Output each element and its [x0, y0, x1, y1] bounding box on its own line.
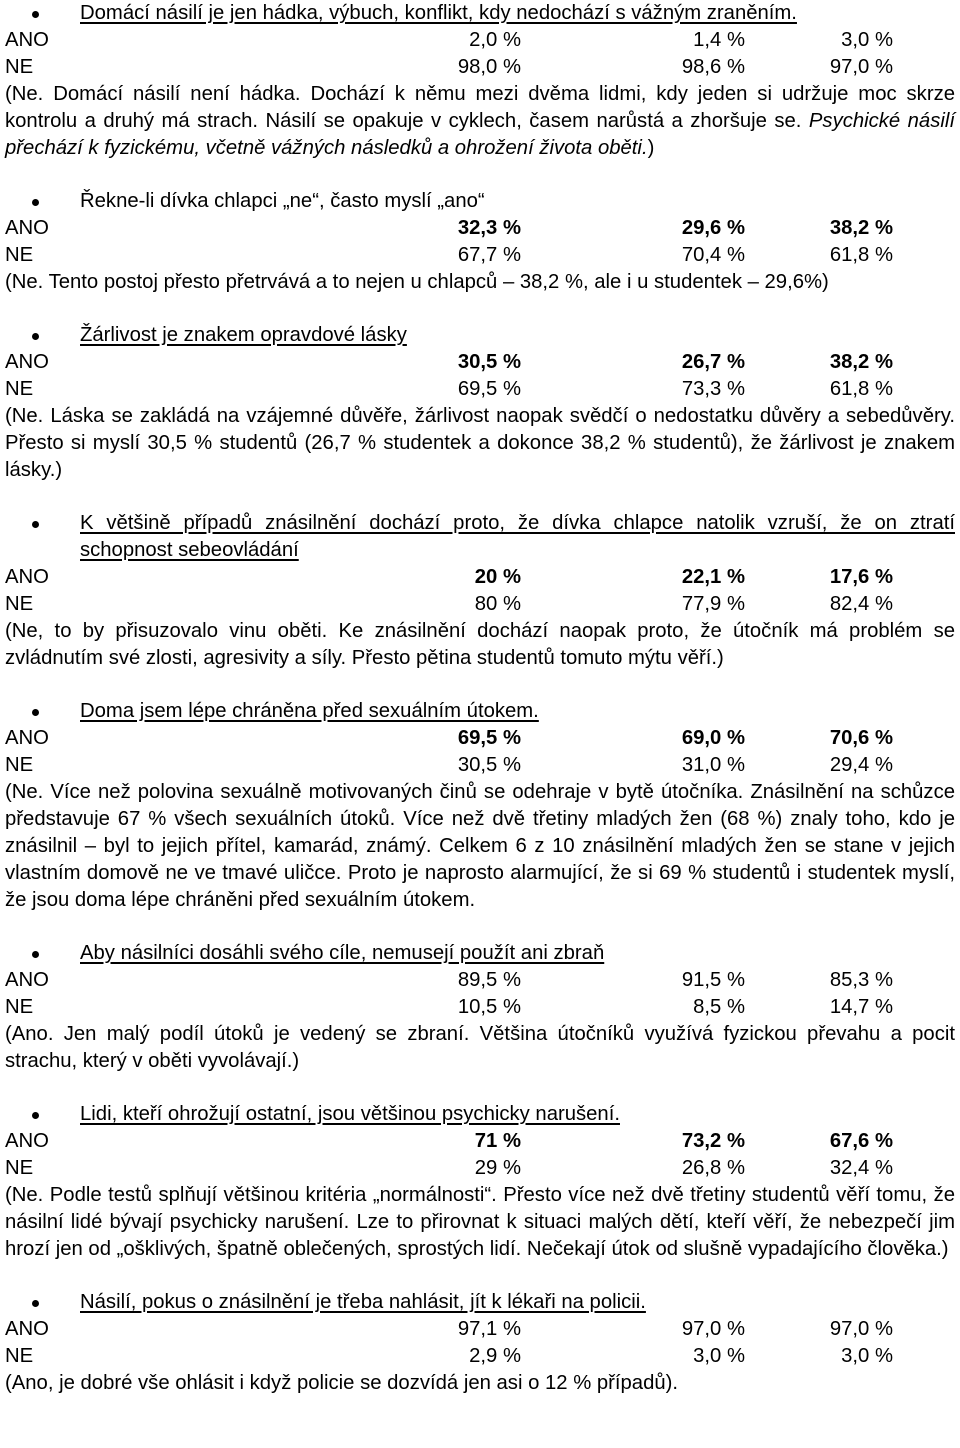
value-cell: 61,8 % [829, 378, 893, 400]
value-cell: 97,1 % [457, 1318, 521, 1340]
value-cell: 30,5 % [457, 754, 521, 776]
ano-row [5, 564, 955, 591]
survey-section-1 [5, 0, 955, 162]
value-cell: 38,2 % [829, 351, 893, 373]
value-cell: 97,0 % [681, 1318, 745, 1340]
bullet-statement [5, 0, 955, 27]
survey-section-6 [5, 940, 955, 1075]
value-cell: 1,4 % [693, 29, 745, 51]
bullet-statement [5, 188, 955, 215]
value-cell: 98,0 % [457, 56, 521, 78]
ne-label: NE [5, 378, 34, 400]
survey-section-8 [5, 1289, 955, 1397]
ano-label: ANO [5, 566, 49, 588]
value-cell: 30,5 % [457, 351, 521, 373]
explanation-note: (Ne, to by přisuzovalo vinu oběti. Ke znásilnění dochází naopak proto, že útočník má problém se zvládnutím své zlosti, agresivity a síly. Přesto pětina studentů tomuto mýtu věří.) [5, 620, 955, 669]
ano-row [5, 967, 955, 994]
ne-row [5, 591, 955, 618]
explanation-note: (Ne. Láska se zakládá na vzájemné důvěře, žárlivost naopak svědčí o nedostatku důvěry a sebedůvěry. Přesto si myslí 30,5 % studentů (26,7 % studentek a dokonce 38,2 % studentů), že žárlivost je znakem lásky.) [5, 405, 955, 481]
ano-row [5, 27, 955, 54]
ne-row [5, 752, 955, 779]
ano-label: ANO [5, 29, 49, 51]
value-cell: 22,1 % [681, 566, 745, 588]
explanation-note: (Ne. Tento postoj přesto přetrvává a to nejen u chlapců – 38,2 %, ale i u studentek – 29,6%) [5, 271, 829, 293]
bullet-statement [5, 322, 955, 349]
statement-text: Domácí násilí je jen hádka, výbuch, konflikt, kdy nedochází s vážným zraněním. [80, 2, 797, 24]
value-cell: 3,0 % [841, 29, 893, 51]
explanation-note [5, 81, 955, 162]
value-cell: 14,7 % [829, 996, 893, 1018]
ne-label: NE [5, 244, 34, 266]
value-cell: 97,0 % [829, 56, 893, 78]
ne-row [5, 994, 955, 1021]
value-cell: 8,5 % [693, 996, 745, 1018]
value-cell: 91,5 % [681, 969, 745, 991]
ne-label: NE [5, 1345, 34, 1367]
statement-text: Doma jsem lépe chráněna před sexuálním útokem. [80, 700, 539, 722]
value-cell: 97,0 % [829, 1318, 893, 1340]
statement-text: K většině případů znásilnění dochází proto, že dívka chlapce natolik vzruší, že on ztratí schopnost sebeovládání [80, 512, 955, 561]
ano-label: ANO [5, 351, 49, 373]
value-cell: 77,9 % [681, 593, 745, 615]
ne-label: NE [5, 996, 34, 1018]
value-cell: 31,0 % [681, 754, 745, 776]
statement-text: Násilí, pokus o znásilnění je třeba nahlásit, jít k lékaři na policii. [80, 1291, 646, 1313]
value-cell: 82,4 % [829, 593, 893, 615]
value-cell: 20 % [474, 566, 521, 588]
ano-label: ANO [5, 969, 49, 991]
value-cell: 73,3 % [681, 378, 745, 400]
value-cell: 69,5 % [457, 378, 521, 400]
bullet-statement [5, 510, 955, 564]
survey-section-5 [5, 698, 955, 914]
explanation-note: (Ne. Více než polovina sexuálně motivovaných činů se odehraje v bytě útočníka. Znásilnění na schůzce představuje 67 % všech sexuálních útoků. Více než dvě třetiny mladých žen (68 %) znaly toho, kdo je znásilnil – byl to jejich přítel, kamarád, známý. Celkem 6 z 10 znásilnění mladých žen se stane v jejich vlastním domově ne ve tmavé uličce. Proto je naprosto alarmující, že si 69 % studentů i studentek myslí, že jsou doma lépe chráněni před sexuálním útokem. [5, 781, 955, 911]
value-cell: 2,0 % [469, 29, 521, 51]
value-cell: 67,7 % [457, 244, 521, 266]
ne-row [5, 54, 955, 81]
value-cell: 26,8 % [681, 1157, 745, 1179]
explanation-note: (Ano, je dobré vše ohlásit i když policie se dozvídá jen asi o 12 % případů). [5, 1372, 679, 1394]
value-cell: 38,2 % [829, 217, 893, 239]
value-cell: 73,2 % [681, 1130, 745, 1152]
statement-text: Lidi, kteří ohrožují ostatní, jsou většinou psychicky narušení. [80, 1103, 620, 1125]
value-cell: 98,6 % [681, 56, 745, 78]
ne-label: NE [5, 593, 34, 615]
value-cell: 67,6 % [829, 1130, 893, 1152]
ne-row [5, 1343, 955, 1370]
statement-text: Aby násilníci dosáhli svého cíle, nemusejí použít ani zbraň [80, 942, 605, 964]
value-cell: 71 % [474, 1130, 521, 1152]
ano-row [5, 725, 955, 752]
value-cell: 61,8 % [829, 244, 893, 266]
ano-label: ANO [5, 1318, 49, 1340]
value-cell: 3,0 % [693, 1345, 745, 1367]
value-cell: 70,6 % [829, 727, 893, 749]
ne-row [5, 376, 955, 403]
ano-row [5, 1128, 955, 1155]
statement-text: Žárlivost je znakem opravdové lásky [80, 324, 407, 346]
ano-row [5, 1316, 955, 1343]
survey-section-4 [5, 510, 955, 672]
ano-label: ANO [5, 217, 49, 239]
value-cell: 29,6 % [681, 217, 745, 239]
bullet-statement [5, 1289, 955, 1316]
ne-row [5, 242, 955, 269]
value-cell: 3,0 % [841, 1345, 893, 1367]
note-text: (Ne. Domácí násilí není hádka. Dochází k němu mezi dvěma lidmi, kdy jeden si udržuje moc skrze kontrolu a druhý má strach. Násilí se opakuje v cyklech, časem narůstá a zhoršuje se. [5, 83, 955, 132]
ne-label: NE [5, 754, 34, 776]
ne-label: NE [5, 1157, 34, 1179]
statement-text: Řekne-li dívka chlapci „ne“, často myslí „ano“ [80, 190, 485, 212]
value-cell: 10,5 % [457, 996, 521, 1018]
value-cell: 2,9 % [469, 1345, 521, 1367]
bullet-statement [5, 940, 955, 967]
ano-row [5, 215, 955, 242]
value-cell: 17,6 % [829, 566, 893, 588]
value-cell: 29,4 % [829, 754, 893, 776]
value-cell: 70,4 % [681, 244, 745, 266]
value-cell: 29 % [474, 1157, 521, 1179]
value-cell: 85,3 % [829, 969, 893, 991]
bullet-statement [5, 1101, 955, 1128]
survey-section-2 [5, 188, 955, 296]
ano-row [5, 349, 955, 376]
note-end: ) [647, 137, 655, 159]
survey-section-3 [5, 322, 955, 484]
value-cell: 89,5 % [457, 969, 521, 991]
ano-label: ANO [5, 727, 49, 749]
value-cell: 69,0 % [681, 727, 745, 749]
ne-label: NE [5, 56, 34, 78]
ano-label: ANO [5, 1130, 49, 1152]
value-cell: 26,7 % [681, 351, 745, 373]
ne-row [5, 1155, 955, 1182]
document-body [5, 0, 955, 1397]
value-cell: 32,3 % [457, 217, 521, 239]
explanation-note: (Ne. Podle testů splňují většinou kritéria „normálnosti“. Přesto více než dvě třetiny studentů věří tomu, že násilní lidé bývají psychicky narušení. Lze to přirovnat k situaci malých dětí, kteří věří, že nebezpečí jim hrozí jen od „ošklivých, špatně oblečených, sprostých lidí. Nečekají útok od slušně vypadajícího člověka.) [5, 1184, 955, 1260]
note-italic-text: Psychické násilí přechází k fyzickému, včetně vážných následků a ohrožení života oběti. [5, 110, 955, 159]
value-cell: 69,5 % [457, 727, 521, 749]
survey-section-7 [5, 1101, 955, 1263]
value-cell: 32,4 % [829, 1157, 893, 1179]
value-cell: 80 % [474, 593, 521, 615]
bullet-statement [5, 698, 955, 725]
explanation-note: (Ano. Jen malý podíl útoků je vedený se zbraní. Většina útočníků využívá fyzickou převahu a pocit strachu, který v oběti vyvolávají.) [5, 1023, 955, 1072]
